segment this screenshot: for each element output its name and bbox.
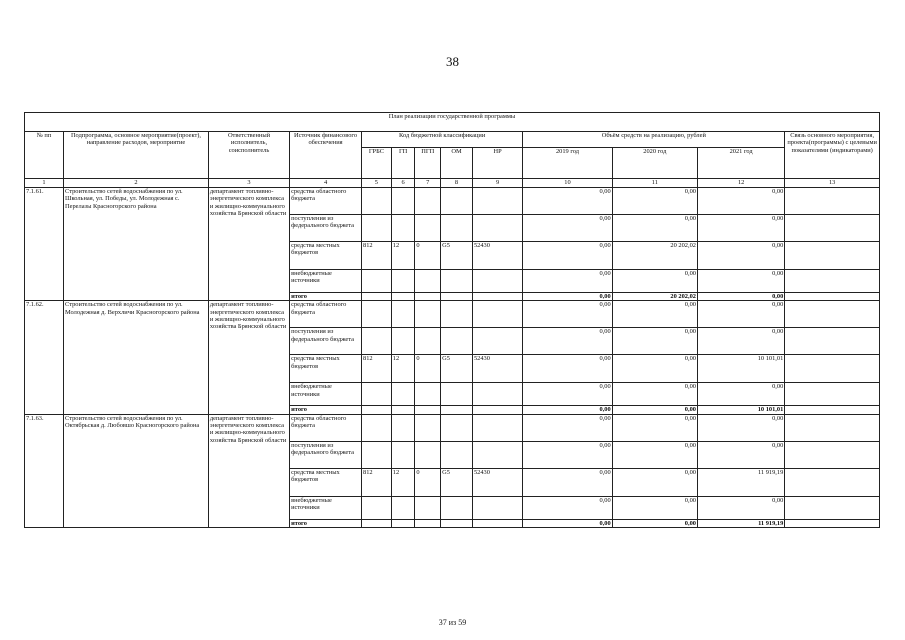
- value-2019: 0,00: [523, 242, 612, 270]
- code-nr: 52430: [472, 355, 522, 383]
- value-2020: 0,00: [612, 414, 697, 441]
- code-gp: 12: [391, 242, 415, 270]
- code-nr: [472, 414, 522, 441]
- value-2021: 0,00: [697, 301, 784, 328]
- code-pgp: [415, 441, 441, 468]
- code-gp: 12: [391, 355, 415, 383]
- table-title: План реализации государственной программы: [25, 113, 880, 132]
- source-local: средства местных бюджетов: [290, 242, 362, 270]
- code-grbs: 812: [362, 242, 392, 270]
- code-grbs: [362, 383, 392, 406]
- value-2019: 0,00: [523, 301, 612, 328]
- code-om: [441, 293, 473, 301]
- source-extra: внебюджетные источники: [290, 496, 362, 519]
- code-gp: [391, 270, 415, 293]
- code-gp: [391, 414, 415, 441]
- code-om: G5: [441, 355, 473, 383]
- value-2019: 0,00: [523, 468, 612, 496]
- code-gp: [391, 519, 415, 527]
- code-nr: [472, 215, 522, 242]
- code-pgp: [415, 414, 441, 441]
- source-local: средства местных бюджетов: [290, 468, 362, 496]
- value-2019: 0,00: [523, 383, 612, 406]
- code-grbs: 812: [362, 355, 392, 383]
- indicator-link: [785, 414, 880, 441]
- source-local: средства местных бюджетов: [290, 355, 362, 383]
- value-2020: 0,00: [612, 270, 697, 293]
- code-grbs: [362, 496, 392, 519]
- table-row: [25, 188, 880, 215]
- column-number: 2: [64, 179, 209, 188]
- code-gp: [391, 301, 415, 328]
- code-grbs: [362, 328, 392, 355]
- value-2021: 0,00: [697, 188, 784, 215]
- code-gp: [391, 406, 415, 414]
- code-om: [441, 383, 473, 406]
- total-2021: 0,00: [697, 293, 784, 301]
- header-pgp: ПГП: [415, 148, 441, 179]
- value-2019: 0,00: [523, 270, 612, 293]
- responsible-executor: департамент топливно-энергетического комплекса и жилищно-коммунального хозяйства Брянской области: [208, 301, 289, 414]
- source-total: итого: [290, 406, 362, 414]
- value-2020: 0,00: [612, 188, 697, 215]
- header-responsible: Ответственный исполнитель, соисполнитель: [208, 132, 289, 179]
- column-number: 3: [208, 179, 289, 188]
- code-grbs: [362, 519, 392, 527]
- value-2019: 0,00: [523, 188, 612, 215]
- code-pgp: [415, 328, 441, 355]
- responsible-executor: департамент топливно-энергетического комплекса и жилищно-коммунального хозяйства Брянской области: [208, 188, 289, 301]
- total-2020: 0,00: [612, 519, 697, 527]
- row-number: 7.1.61.: [25, 188, 64, 301]
- code-nr: [472, 441, 522, 468]
- activity-name: Строительство сетей водоснабжения по ул. Молодежная д. Верхличи Красногорского района: [64, 301, 209, 414]
- footer-page-count: 37 из 59: [438, 618, 467, 627]
- value-2021: 0,00: [697, 496, 784, 519]
- source-total: итого: [290, 519, 362, 527]
- code-grbs: [362, 301, 392, 328]
- code-om: [441, 301, 473, 328]
- column-number: 9: [472, 179, 522, 188]
- code-gp: [391, 441, 415, 468]
- program-plan-table: [24, 112, 880, 528]
- page-number: 38: [446, 54, 459, 69]
- indicator-link: [785, 468, 880, 496]
- table-body: [25, 188, 880, 528]
- code-nr: [472, 270, 522, 293]
- activity-name: Строительство сетей водоснабжения по ул. Октябрьская д. Любовшо Красногорского района: [64, 414, 209, 527]
- header-om: ОМ: [441, 148, 473, 179]
- column-numbers-row: [25, 179, 880, 188]
- table-head: [25, 113, 880, 188]
- column-number: 8: [441, 179, 473, 188]
- column-number: 5: [362, 179, 392, 188]
- table-row: [25, 301, 880, 328]
- header-volume: Объём средств на реализацию, рублей: [523, 132, 785, 148]
- value-2021: 0,00: [697, 383, 784, 406]
- header-gp: ГП: [391, 148, 415, 179]
- indicator-link: [785, 519, 880, 527]
- total-2020: 20 202,02: [612, 293, 697, 301]
- code-nr: [472, 328, 522, 355]
- code-pgp: [415, 301, 441, 328]
- total-2021: 11 919,19: [697, 519, 784, 527]
- code-om: [441, 519, 473, 527]
- source-regional: средства областного бюджета: [290, 188, 362, 215]
- source-regional: средства областного бюджета: [290, 301, 362, 328]
- code-grbs: [362, 270, 392, 293]
- activity-name: Строительство сетей водоснабжения по ул. Школьная, ул. Победы, ул. Молодежная с. Перелазы Красногорского района: [64, 188, 209, 301]
- source-federal: поступления из федерального бюджета: [290, 215, 362, 242]
- column-number: 4: [290, 179, 362, 188]
- source-extra: внебюджетные источники: [290, 383, 362, 406]
- indicator-link: [785, 406, 880, 414]
- responsible-executor: департамент топливно-энергетического комплекса и жилищно-коммунального хозяйства Брянской области: [208, 414, 289, 527]
- indicator-link: [785, 496, 880, 519]
- code-pgp: [415, 215, 441, 242]
- indicator-link: [785, 293, 880, 301]
- value-2021: 10 101,01: [697, 355, 784, 383]
- code-nr: 52430: [472, 242, 522, 270]
- indicator-link: [785, 328, 880, 355]
- value-2019: 0,00: [523, 496, 612, 519]
- code-nr: 52430: [472, 468, 522, 496]
- value-2021: 0,00: [697, 414, 784, 441]
- table-row: [25, 414, 880, 441]
- code-grbs: [362, 215, 392, 242]
- indicator-link: [785, 301, 880, 328]
- header-subprogram: Подпрограмма, основное мероприятие(проект), направление расходов, мероприятие: [64, 132, 209, 179]
- column-number: 6: [391, 179, 415, 188]
- code-pgp: [415, 406, 441, 414]
- header-budget-classification: Код бюджетной классификации: [362, 132, 523, 148]
- code-grbs: [362, 406, 392, 414]
- code-grbs: 812: [362, 468, 392, 496]
- code-gp: [391, 328, 415, 355]
- code-om: [441, 406, 473, 414]
- code-grbs: [362, 188, 392, 215]
- value-2021: 0,00: [697, 328, 784, 355]
- code-gp: [391, 293, 415, 301]
- source-extra: внебюджетные источники: [290, 270, 362, 293]
- code-grbs: [362, 293, 392, 301]
- code-pgp: [415, 383, 441, 406]
- header-grbs: ГРБС: [362, 148, 392, 179]
- code-grbs: [362, 441, 392, 468]
- source-total: итого: [290, 293, 362, 301]
- code-nr: [472, 519, 522, 527]
- value-2020: 0,00: [612, 441, 697, 468]
- indicator-link: [785, 383, 880, 406]
- total-2019: 0,00: [523, 406, 612, 414]
- indicator-link: [785, 441, 880, 468]
- indicator-link: [785, 215, 880, 242]
- code-om: G5: [441, 468, 473, 496]
- code-gp: [391, 496, 415, 519]
- total-2019: 0,00: [523, 293, 612, 301]
- header-num: № пп: [25, 132, 64, 179]
- header-2019: 2019 год: [523, 148, 612, 179]
- code-pgp: 0: [415, 468, 441, 496]
- value-2021: 0,00: [697, 215, 784, 242]
- code-om: [441, 188, 473, 215]
- value-2021: 0,00: [697, 441, 784, 468]
- row-number: 7.1.62.: [25, 301, 64, 414]
- indicator-link: [785, 242, 880, 270]
- header-link: Связь основного мероприятия, проекта(программы) с целевыми показателями (индикаторами): [785, 132, 880, 179]
- column-number: 7: [415, 179, 441, 188]
- code-gp: [391, 188, 415, 215]
- code-pgp: 0: [415, 242, 441, 270]
- value-2020: 0,00: [612, 301, 697, 328]
- value-2019: 0,00: [523, 441, 612, 468]
- header-nr: НР: [472, 148, 522, 179]
- code-om: [441, 270, 473, 293]
- indicator-link: [785, 355, 880, 383]
- value-2021: 0,00: [697, 270, 784, 293]
- code-nr: [472, 188, 522, 215]
- value-2020: 0,00: [612, 328, 697, 355]
- value-2020: 20 202,02: [612, 242, 697, 270]
- value-2020: 0,00: [612, 383, 697, 406]
- code-om: [441, 215, 473, 242]
- value-2019: 0,00: [523, 215, 612, 242]
- column-number: 13: [785, 179, 880, 188]
- code-grbs: [362, 414, 392, 441]
- code-om: [441, 414, 473, 441]
- code-pgp: [415, 188, 441, 215]
- column-number: 10: [523, 179, 612, 188]
- indicator-link: [785, 188, 880, 215]
- total-2019: 0,00: [523, 519, 612, 527]
- code-om: [441, 441, 473, 468]
- code-pgp: [415, 293, 441, 301]
- value-2019: 0,00: [523, 355, 612, 383]
- value-2020: 0,00: [612, 215, 697, 242]
- source-federal: поступления из федерального бюджета: [290, 328, 362, 355]
- code-pgp: 0: [415, 355, 441, 383]
- code-pgp: [415, 270, 441, 293]
- code-om: [441, 328, 473, 355]
- value-2020: 0,00: [612, 468, 697, 496]
- code-gp: 12: [391, 468, 415, 496]
- code-pgp: [415, 496, 441, 519]
- code-nr: [472, 406, 522, 414]
- code-nr: [472, 301, 522, 328]
- code-nr: [472, 293, 522, 301]
- code-om: [441, 496, 473, 519]
- code-nr: [472, 496, 522, 519]
- value-2020: 0,00: [612, 355, 697, 383]
- code-gp: [391, 215, 415, 242]
- total-2021: 10 101,01: [697, 406, 784, 414]
- total-2020: 0,00: [612, 406, 697, 414]
- source-regional: средства областного бюджета: [290, 414, 362, 441]
- code-nr: [472, 383, 522, 406]
- code-pgp: [415, 519, 441, 527]
- row-number: 7.1.63.: [25, 414, 64, 527]
- value-2021: 0,00: [697, 242, 784, 270]
- column-number: 11: [612, 179, 697, 188]
- indicator-link: [785, 270, 880, 293]
- code-om: G5: [441, 242, 473, 270]
- value-2019: 0,00: [523, 414, 612, 441]
- code-gp: [391, 383, 415, 406]
- header-source: Источник финансового обеспечения: [290, 132, 362, 179]
- value-2021: 11 919,19: [697, 468, 784, 496]
- column-number: 1: [25, 179, 64, 188]
- source-federal: поступления из федерального бюджета: [290, 441, 362, 468]
- header-2020: 2020 год: [612, 148, 697, 179]
- value-2020: 0,00: [612, 496, 697, 519]
- column-number: 12: [697, 179, 784, 188]
- header-2021: 2021 год: [697, 148, 784, 179]
- value-2019: 0,00: [523, 328, 612, 355]
